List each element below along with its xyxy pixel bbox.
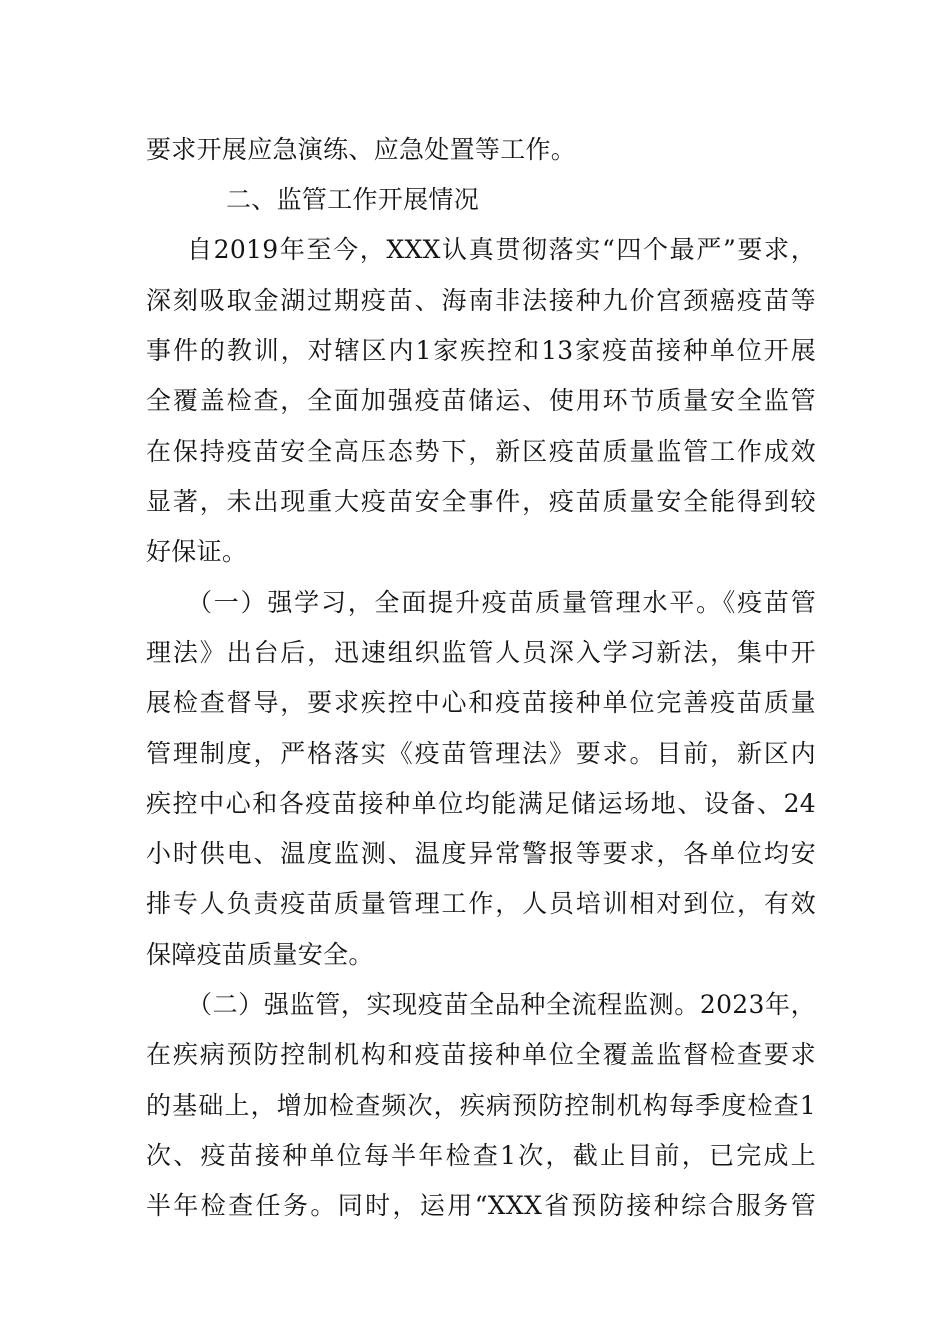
text-line-18: （二）强监管，实现疫苗全品种全流程监测。2023年， bbox=[187, 990, 816, 1019]
text-line-1: 要求开展应急演练、应急处置等工作。 bbox=[146, 135, 577, 164]
text-line-14: 疾控中心和各疫苗接种单位均能满足储运场地、设备、24 bbox=[146, 789, 816, 818]
text-line-9: 好保证。 bbox=[146, 537, 248, 566]
text-line-7: 在保持疫苗安全高压态势下，新区疫苗质量监管工作成效 bbox=[146, 437, 816, 466]
text-line-4: 深刻吸取金湖过期疫苗、海南非法接种九价宫颈癌疫苗等 bbox=[146, 286, 816, 315]
text-line-13: 管理制度，严格落实《疫苗管理法》要求。目前，新区内 bbox=[146, 739, 816, 768]
text-line-20: 的基础上，增加检查频次，疾病预防控制机构每季度检查1 bbox=[146, 1091, 816, 1120]
text-line-10: （一）强学习，全面提升疫苗质量管理水平。《疫苗管 bbox=[187, 588, 816, 617]
text-line-3: 自2019年至今，XXX认真贯彻落实“四个最严”要求， bbox=[187, 235, 816, 264]
text-line-8: 显著，未出现重大疫苗安全事件，疫苗质量安全能得到较 bbox=[146, 487, 816, 516]
text-line-15: 小时供电、温度监测、温度异常警报等要求，各单位均安 bbox=[146, 839, 816, 868]
section-heading: 二、监管工作开展情况 bbox=[226, 185, 480, 214]
text-line-12: 展检查督导，要求疾控中心和疫苗接种单位完善疫苗质量 bbox=[146, 688, 816, 717]
text-line-22: 半年检查任务。同时，运用“XXX省预防接种综合服务管 bbox=[146, 1191, 816, 1220]
text-line-11: 理法》出台后，迅速组织监管人员深入学习新法，集中开 bbox=[146, 638, 816, 667]
text-line-21: 次、疫苗接种单位每半年检查1次，截止目前，已完成上 bbox=[146, 1141, 816, 1170]
text-line-16: 排专人负责疫苗质量管理工作，人员培训相对到位，有效 bbox=[146, 889, 816, 918]
text-line-6: 全覆盖检查，全面加强疫苗储运、使用环节质量安全监管 bbox=[146, 386, 816, 415]
text-line-17: 保障疫苗质量安全。 bbox=[146, 940, 374, 969]
text-line-19: 在疾病预防控制机构和疫苗接种单位全覆盖监督检查要求 bbox=[146, 1040, 816, 1069]
text-line-5: 事件的教训，对辖区内1家疾控和13家疫苗接种单位开展 bbox=[146, 336, 816, 365]
